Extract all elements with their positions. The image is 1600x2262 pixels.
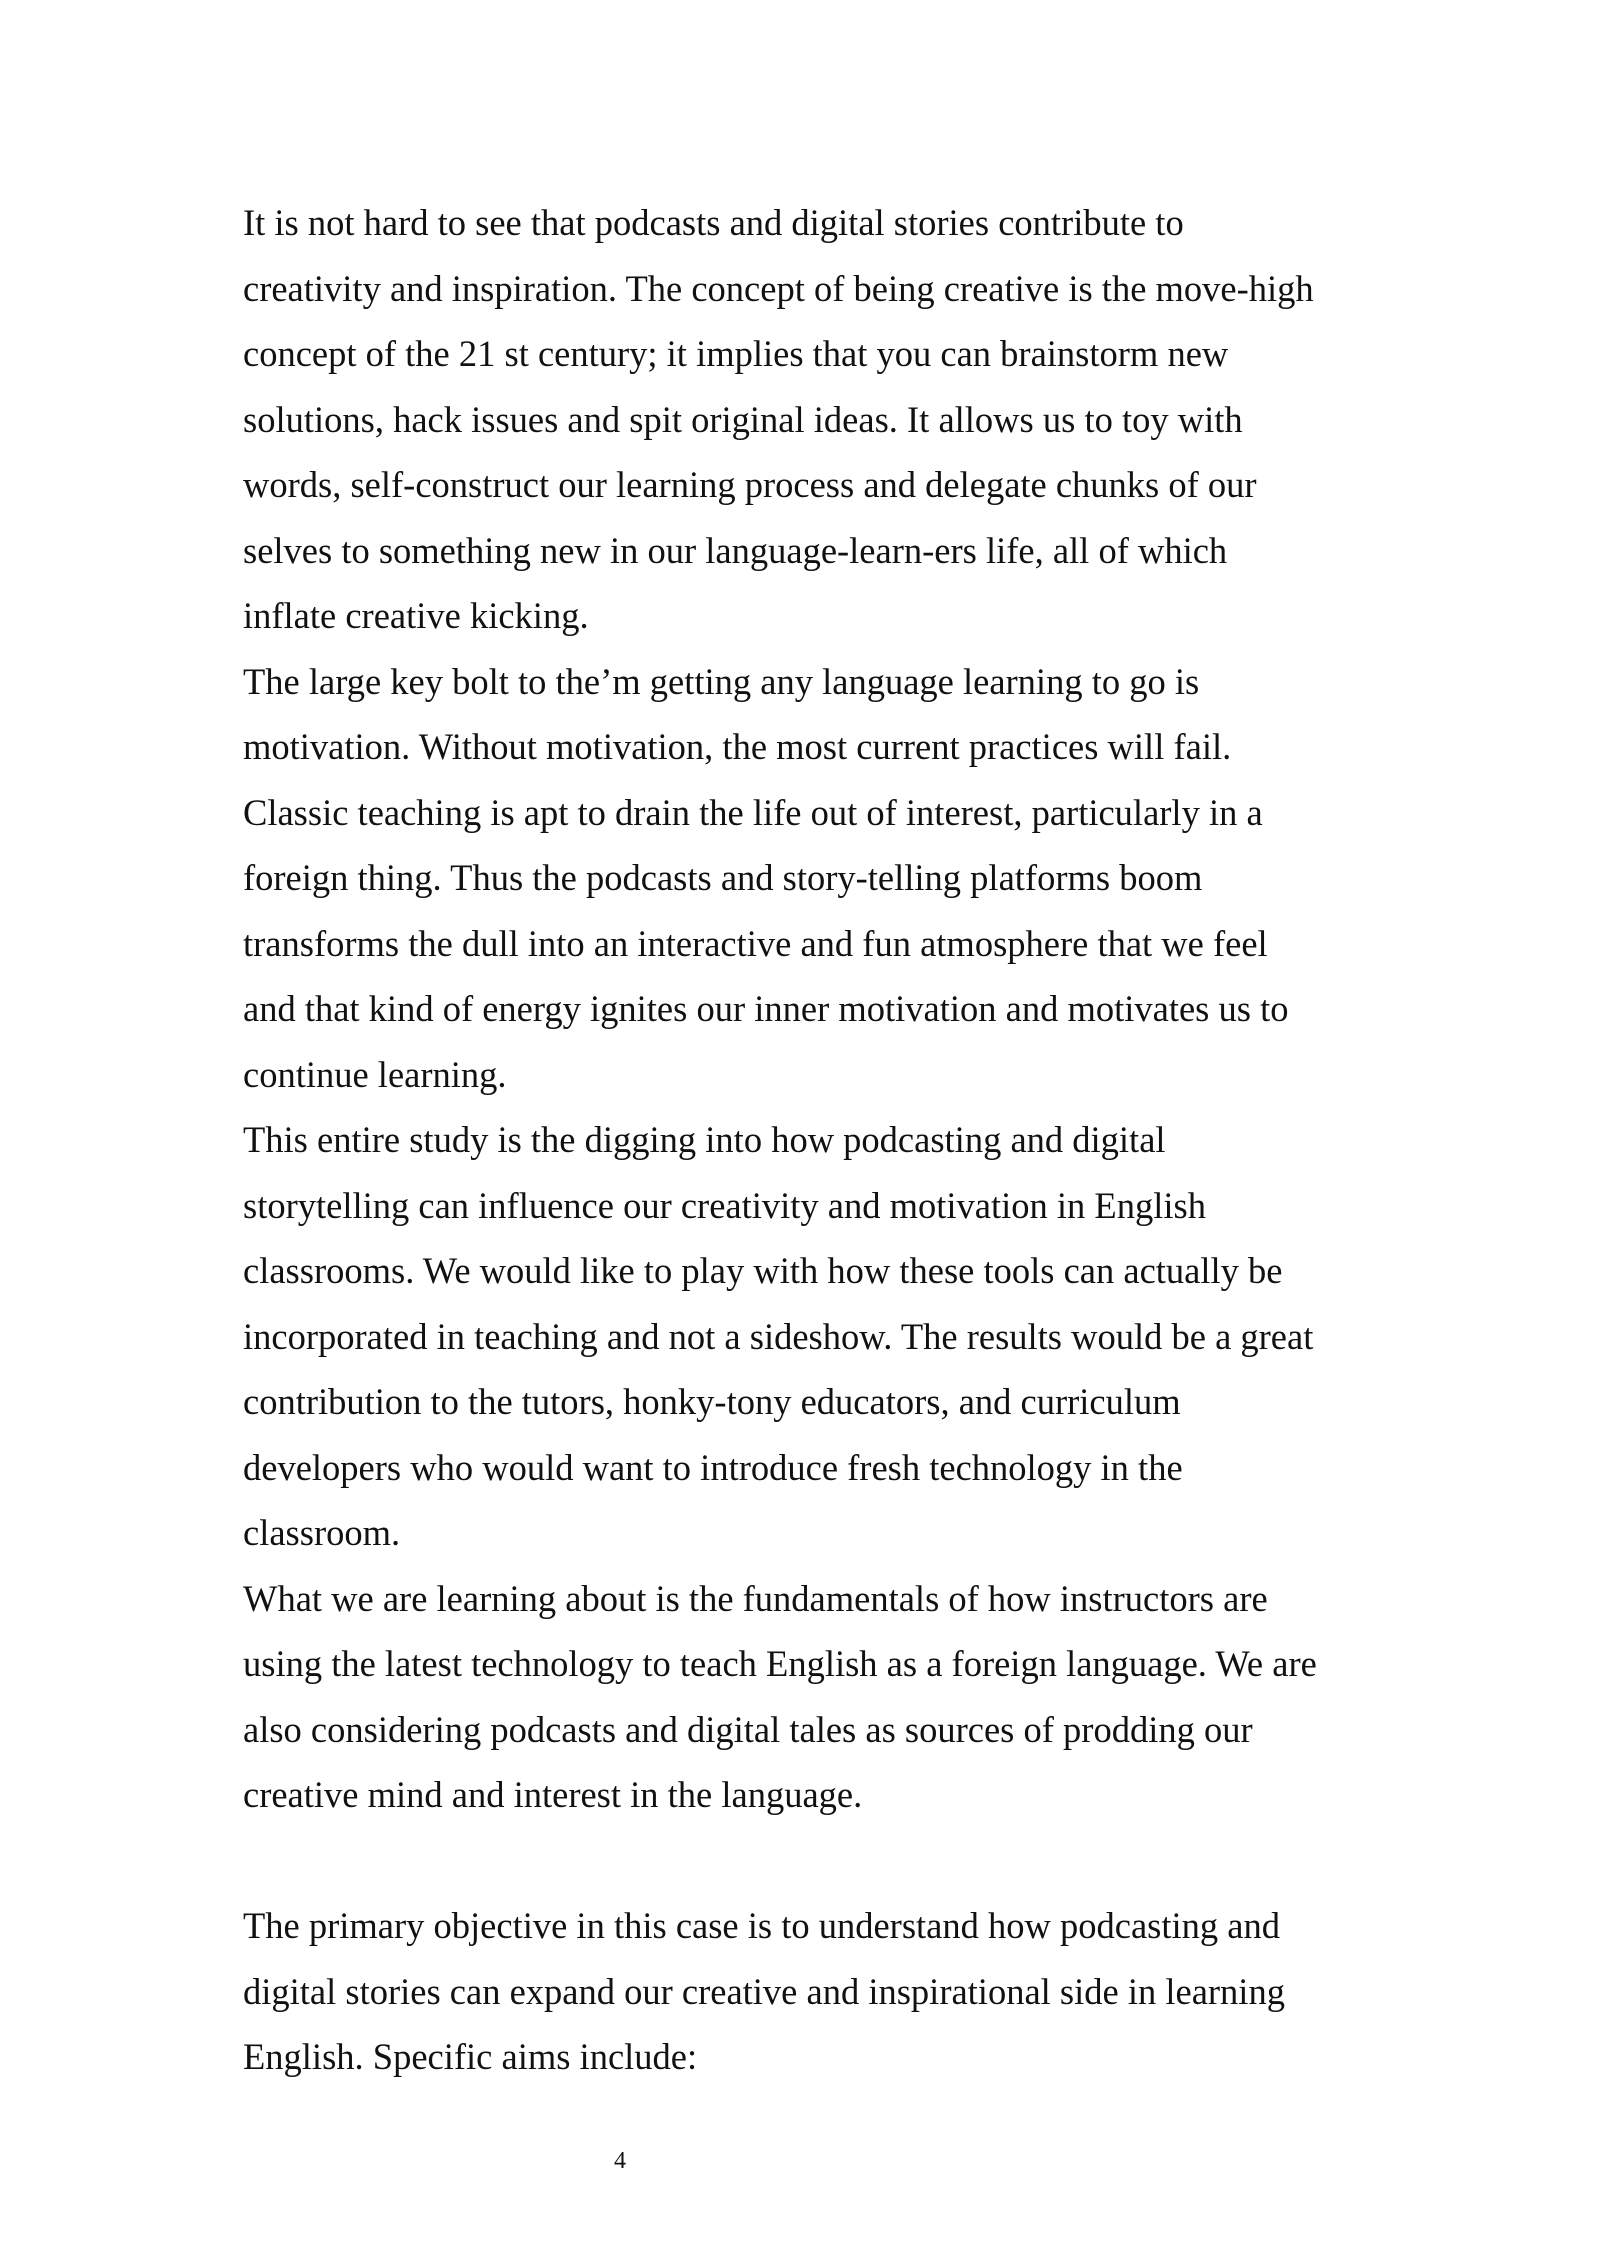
text-line: continue learning. [243,1053,507,1095]
text-line: foreign thing. Thus the podcasts and story-telling platforms boom [243,857,1203,898]
text-line: inflate creative kicking. [243,595,589,636]
text-line: What we are learning about is the fundamentals of how instructors are [243,1577,1268,1619]
text-line: It is not hard to see that podcasts and digital stories contribute to [243,202,1184,243]
text-line: using the latest technology to teach English as a foreign language. We are [243,1643,1317,1684]
page-number: 4 [614,2148,626,2174]
text-line: digital stories can expand our creative and inspirational side in learning [243,1970,1285,2012]
text-line: This entire study is the digging into how podcasting and digital [243,1119,1166,1160]
text-line: motivation. Without motivation, the most current practices will fail. [243,726,1232,767]
text-line: incorporated in teaching and not a sideshow. The results would be a great [243,1315,1314,1357]
blank-line [243,1828,1383,1894]
text-line: developers who would want to introduce fresh technology in the [243,1446,1183,1488]
text-line: classrooms. We would like to play with how these tools can actually be [243,1250,1283,1291]
text-line: also considering podcasts and digital tales as sources of prodding our [243,1708,1253,1750]
text-line: Classic teaching is apt to drain the life out of interest, particularly in a [243,791,1263,833]
text-line: and that kind of energy ignites our inner motivation and motivates us to [243,988,1289,1029]
text-line: English. Specific aims include: [243,2036,698,2077]
text-line: The primary objective in this case is to understand how podcasting and [243,1905,1280,1946]
body-text [243,190,1383,2090]
text-line: selves to something new in our language-learn-ers life, all of which [243,529,1228,571]
text-line: storytelling can influence our creativity and motivation in English [243,1184,1206,1226]
text-line: classroom. [243,1512,401,1553]
text-line: The large key bolt to the’m getting any language learning to go is [243,660,1200,702]
text-line: creative mind and interest in the language. [243,1774,863,1815]
text-line: creativity and inspiration. The concept of being creative is the move-high [243,267,1314,309]
text-line: words, self-construct our learning process and delegate chunks of our [243,464,1257,505]
text-line: contribution to the tutors, honky-tony educators, and curriculum [243,1381,1181,1422]
text-line: transforms the dull into an interactive and fun atmosphere that we feel [243,922,1268,964]
text-line: solutions, hack issues and spit original ideas. It allows us to toy with [243,398,1243,440]
text-line: concept of the 21 st century; it implies that you can brainstorm new [243,333,1229,374]
